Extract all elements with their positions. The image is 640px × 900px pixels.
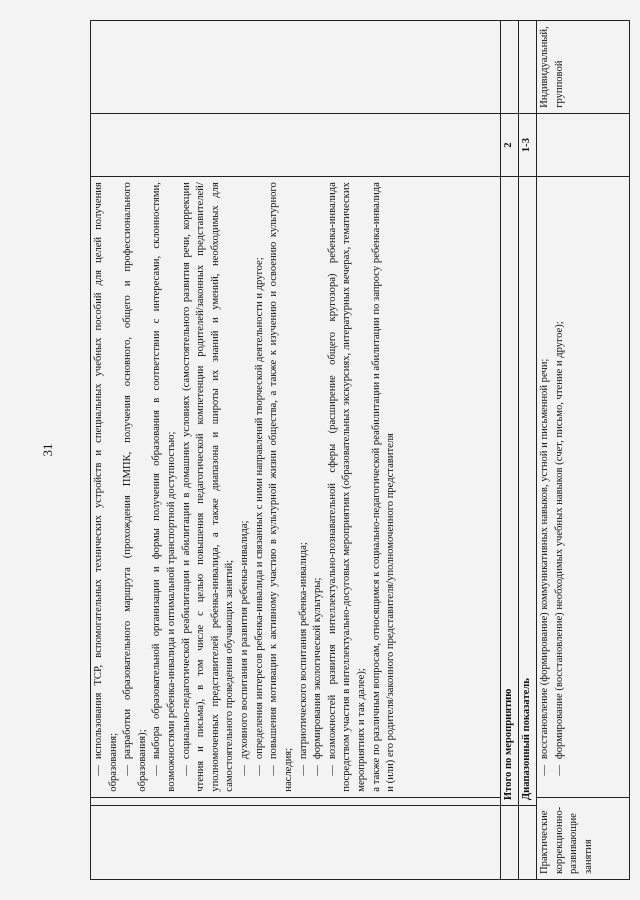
list-item: —формирование (восстановление) необходимых учебных навыков (счет, письмо, чтение и другое); <box>553 321 565 776</box>
list-item: —социально-педагогической реабилитации и абилитации в домашних условиях (самостоятельного развития речи, коррекции чтения и письма), в том числе с целью повышения педагогической компетенции родителей/законных представителей/уполномоченных представителей ребенка-инвалида, а также диапазона и широты их знаний и умений, необходимых для самостоятельного проведения обучающих занятий; <box>180 182 236 792</box>
closing-paragraph: а также по различным вопросам, относящимся к социально-педагогической реабилитации и абилитации по запросу ребенка-инвалида и (или) его родителя/законного представителя/уполномоченного представителя <box>370 182 397 792</box>
format-cell-empty <box>91 21 501 114</box>
total-label: Итого по мероприятию <box>501 177 519 806</box>
range-label: Диапазонный показатель <box>519 177 537 806</box>
range-value: 1-3 <box>519 113 537 176</box>
form-cell-empty <box>91 806 501 880</box>
list-item: —определения интересов ребенка-инвалида и связанных с ними направлений творческой деятельности и другое; <box>253 257 265 776</box>
count-cell <box>537 113 630 176</box>
consultation-topics-cell <box>91 177 501 798</box>
rotated-table-frame <box>90 20 630 880</box>
separator-cell <box>91 797 501 805</box>
format-cell-empty <box>519 21 537 114</box>
table-row-correctional-classes <box>537 21 630 880</box>
list-item: —восстановление (формирование) коммуникативных навыков, устной и письменной речи; <box>539 358 550 776</box>
table-row-range <box>519 21 537 880</box>
list-item: —использования ТСР, вспомогательных технических устройств и специальных учебных пособий для целей получения образования; <box>93 182 119 792</box>
count-cell-empty <box>91 113 501 176</box>
table-row-consultation-topics <box>91 21 501 880</box>
form-cell-empty <box>501 806 519 880</box>
list-item: —возможностей развития интеллектуально-познавательной сферы (расширение общего кругозора) ребенка-инвалида посредством участия в интеллектуально-досуговых мероприятиях (образовательных экскурсиях, литературных вечерах, тематических мероприятиях и так далее); <box>326 182 367 792</box>
form-label-cell: Практические коррекционно-развивающие занятия <box>537 797 630 879</box>
page-number: 31 <box>40 443 55 457</box>
table-row-total <box>501 21 519 880</box>
form-cell-empty <box>519 806 537 880</box>
table-rotation-wrapper <box>90 20 630 880</box>
correctional-topics-cell <box>537 177 630 798</box>
format-cell-empty <box>501 21 519 114</box>
total-value: 2 <box>501 113 519 176</box>
rehabilitation-plan-table <box>90 20 630 880</box>
list-item: —выбора образовательной организации и формы получения образования в соответствии с интересами, склонностями, возможностями ребенка-инвалида и оптимальной транспортной доступностью; <box>151 182 178 792</box>
format-label-cell: Индивидуальный, групповой <box>537 21 630 114</box>
list-item: —патриотического воспитания ребенка-инвалида; <box>297 542 309 776</box>
list-item: —повышения мотивации к активному участию в культурной жизни общества, а также к изучению и освоению культурного наследия; <box>268 182 294 792</box>
list-item: —духовного воспитания и развития ребенка-инвалида; <box>239 520 251 776</box>
list-item: —разработки образовательного маршрута (прохождения ПМПК, получения основного, общего и профессионального образования); <box>122 182 148 792</box>
list-item: —формирования экологической культуры; <box>312 577 324 776</box>
